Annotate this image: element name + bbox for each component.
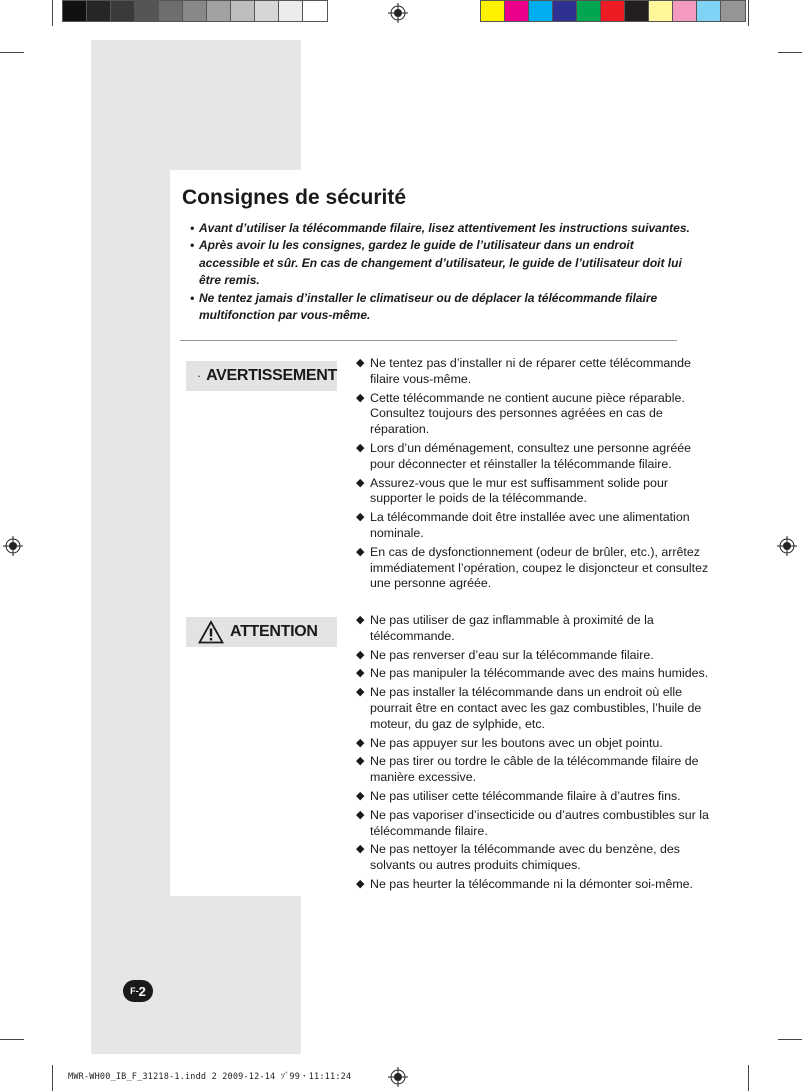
crop-mark	[52, 1065, 53, 1091]
list-item	[190, 290, 695, 325]
bullet-icon: ◆	[356, 808, 365, 821]
bullet-icon: ◆	[356, 391, 365, 404]
list-item	[356, 356, 710, 388]
color-swatch	[505, 1, 529, 21]
color-swatch	[87, 1, 111, 21]
list-item	[356, 648, 710, 664]
warning-label: AVERTISSEMENT	[206, 367, 337, 384]
crop-mark	[0, 52, 24, 53]
list-item-text: En cas de dysfonctionnement (odeur de brûler, etc.), arrêtez immédiatement l’opération, coupez le disjoncteur et consultez une personne agréée.	[370, 544, 709, 591]
color-swatch	[697, 1, 721, 21]
bullet-icon: ◆	[356, 843, 365, 856]
crop-mark	[52, 0, 53, 26]
grayscale-calibration-bar	[62, 0, 328, 22]
warning-badge	[186, 361, 337, 391]
page-title: Consignes de sécurité	[182, 186, 407, 209]
list-item-text: Ne pas tirer ou tordre le câble de la télécommande filaire de manière excessive.	[370, 754, 699, 785]
bullet-icon: ◆	[356, 667, 365, 680]
list-item	[356, 613, 710, 645]
list-item-text: Ne pas nettoyer la télécommande avec du benzène, des solvants ou autres produits chimiques.	[370, 842, 680, 873]
list-item-text: Ne tentez pas d’installer ni de réparer cette télécommande filaire vous-même.	[370, 356, 691, 386]
color-swatch	[183, 1, 207, 21]
color-swatch	[111, 1, 135, 21]
crop-mark	[748, 0, 749, 26]
caution-badge	[186, 617, 337, 647]
intro-list	[190, 220, 695, 324]
bullet-icon: ◆	[356, 755, 365, 768]
color-swatch	[529, 1, 553, 21]
list-item	[190, 237, 695, 289]
list-item	[356, 736, 710, 752]
list-item	[356, 754, 710, 786]
list-item	[356, 510, 710, 542]
caution-label: ATTENTION	[230, 623, 318, 640]
crop-mark	[778, 1039, 802, 1040]
list-item	[356, 685, 710, 732]
list-item	[190, 220, 695, 237]
bullet-icon: •	[190, 290, 195, 305]
color-swatch	[159, 1, 183, 21]
list-item-text: Ne pas heurter la télécommande ni la démonter soi-même.	[370, 876, 693, 891]
list-item-text: Cette télécommande ne contient aucune pièce réparable. Consultez toujours des personnes agréées en cas de réparation.	[370, 390, 685, 437]
page-number: 2	[138, 983, 146, 999]
list-item	[356, 666, 710, 682]
color-calibration-bar	[480, 0, 746, 22]
caution-triangle-icon	[198, 620, 224, 644]
bullet-icon: ◆	[356, 614, 365, 626]
bullet-icon: ◆	[356, 686, 365, 699]
list-item	[356, 842, 710, 874]
color-swatch	[553, 1, 577, 21]
color-swatch	[673, 1, 697, 21]
registration-mark-icon	[3, 536, 23, 556]
list-item-text: Ne pas appuyer sur les boutons avec un objet pointu.	[370, 735, 663, 750]
color-swatch	[601, 1, 625, 21]
color-swatch	[279, 1, 303, 21]
color-swatch	[255, 1, 279, 21]
bullet-icon: •	[190, 238, 195, 253]
list-item-text: Avant d’utiliser la télécommande filaire, lisez attentivement les instructions suivantes.	[199, 221, 690, 235]
list-item-text: La télécommande doit être installée avec une alimentation nominale.	[370, 510, 690, 540]
color-swatch	[207, 1, 231, 21]
list-item-text: Ne pas utiliser de gaz inflammable à proximité de la télécommande.	[370, 613, 654, 643]
list-item-text: Ne pas vaporiser d’insecticide ou d’autres combustibles sur la télécommande filaire.	[370, 807, 709, 838]
color-swatch	[625, 1, 649, 21]
list-item-text: Assurez-vous que le mur est suffisamment solide pour supporter le poids de la télécommande.	[370, 475, 668, 506]
registration-mark-icon	[388, 1067, 408, 1087]
list-item	[356, 808, 710, 840]
list-item	[356, 441, 710, 473]
page-number-badge	[123, 980, 153, 1002]
bullet-icon: ◆	[356, 357, 365, 369]
crop-mark	[748, 1065, 749, 1091]
page-number-prefix: F-	[130, 986, 139, 996]
list-item	[356, 391, 710, 438]
color-swatch	[63, 1, 87, 21]
print-slug: MWR-WH00_IB_F_31218-1.indd 2 2009-12-14 ｿﾞ99・11:11:24	[68, 1072, 352, 1082]
warning-triangle-icon	[198, 364, 200, 388]
list-item	[356, 877, 710, 893]
bullet-icon: ◆	[356, 789, 365, 802]
color-swatch	[649, 1, 673, 21]
list-item	[356, 476, 710, 508]
bullet-icon: ◆	[356, 511, 365, 524]
list-item	[356, 545, 710, 592]
color-swatch	[481, 1, 505, 21]
divider	[180, 340, 677, 341]
color-swatch	[231, 1, 255, 21]
list-item-text: Ne pas installer la télécommande dans un endroit où elle pourrait être en contact avec les gaz combustibles, l’huile de moteur, du gaz de sylphide, etc.	[370, 685, 702, 731]
bullet-icon: ◆	[356, 545, 365, 558]
bullet-icon: ◆	[356, 736, 365, 749]
list-item-text: Ne pas utiliser cette télécommande filaire à d’autres fins.	[370, 788, 681, 803]
color-swatch	[135, 1, 159, 21]
bullet-icon: •	[190, 221, 195, 235]
registration-mark-icon	[388, 3, 408, 23]
bullet-icon: ◆	[356, 648, 365, 661]
color-swatch	[303, 1, 327, 21]
list-item-text: Ne pas manipuler la télécommande avec des mains humides.	[370, 666, 709, 681]
crop-mark	[778, 52, 802, 53]
list-item	[356, 789, 710, 805]
caution-list	[356, 613, 710, 896]
crop-mark	[0, 1039, 24, 1040]
bullet-icon: ◆	[356, 877, 365, 890]
list-item-text: Ne pas renverser d’eau sur la télécommande filaire.	[370, 647, 654, 662]
warning-list	[356, 356, 710, 595]
bullet-icon: ◆	[356, 441, 365, 454]
color-swatch	[721, 1, 745, 21]
bullet-icon: ◆	[356, 476, 365, 489]
list-item-text: Lors d’un déménagement, consultez une personne agréée pour déconnecter et réinstaller la télécommande filaire.	[370, 440, 692, 471]
list-item-text: Ne tentez jamais d’installer le climatiseur ou de déplacer la télécommande filaire multifonction par vous-même.	[199, 290, 658, 323]
list-item-text: Après avoir lu les consignes, gardez le guide de l’utilisateur dans un endroit accessible et sûr. En cas de changement d’utilisateur, le guide de l’utilisateur doit lui être remis.	[199, 238, 682, 288]
registration-mark-icon	[777, 536, 797, 556]
color-swatch	[577, 1, 601, 21]
